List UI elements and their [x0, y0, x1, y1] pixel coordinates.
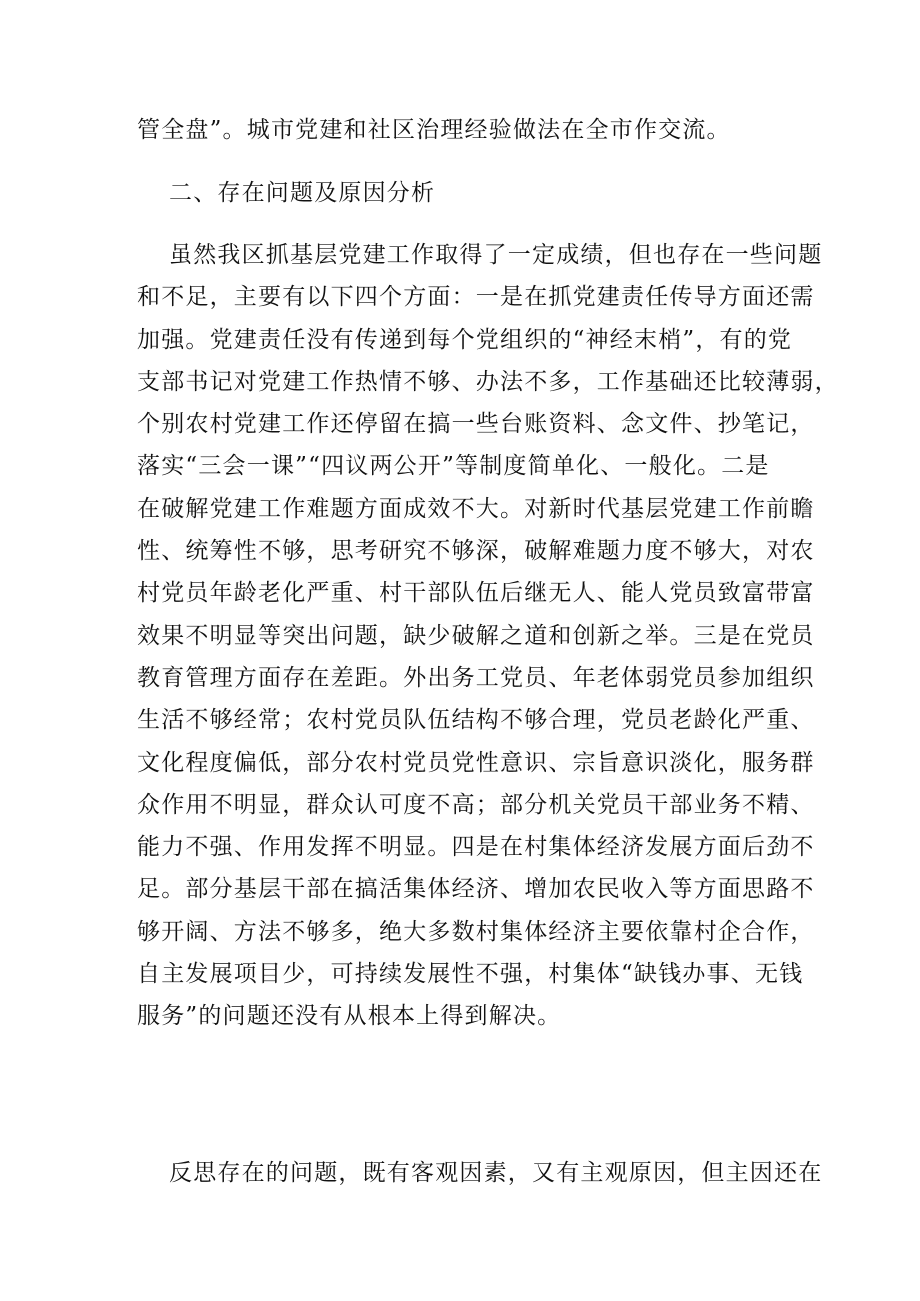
- paragraph-line: 生活不够经常；农村党员队伍结构不够合理，党员老龄化严重、: [137, 707, 815, 734]
- section-heading-text: 二、存在问题及原因分析: [169, 180, 436, 206]
- paragraph-line: 反思存在的问题，既有客观因素，又有主观原因，但主因还在: [169, 1160, 823, 1186]
- paragraph-line: 性、统筹性不够，思考研究不够深，破解难题力度不够大，对农: [137, 538, 815, 565]
- paragraph-continuation: [137, 109, 797, 151]
- paragraph-line: 自主发展项目少，可持续发展性不强，村集体“缺钱办事、无钱: [137, 961, 804, 988]
- paragraph-problems: [137, 234, 839, 1038]
- paragraph-line: 落实“三会一课”“四议两公开”等制度简单化、一般化。二是: [137, 453, 770, 480]
- paragraph-line: 在破解党建工作难题方面成效不大。对新时代基层党建工作前瞻: [137, 495, 815, 522]
- paragraph-line: 足。部分基层干部在搞活集体经济、增加农民收入等方面思路不: [137, 876, 815, 903]
- section-heading: [137, 172, 797, 214]
- paragraph-line: 教育管理方面存在差距。外出务工党员、年老体弱党员参加组织: [137, 664, 815, 691]
- paragraph-line: 虽然我区抓基层党建工作取得了一定成绩，但也存在一些问题: [169, 242, 823, 268]
- paragraph-line: 服务”的问题还没有从根本上得到解决。: [137, 1003, 562, 1030]
- paragraph-line: 够开阔、方法不够多，绝大多数村集体经济主要依靠村企合作，: [137, 918, 815, 945]
- paragraph-line: 个别农村党建工作还停留在搞一些台账资料、念文件、抄笔记，: [137, 411, 815, 438]
- paragraph-line: 文化程度偏低，部分农村党员党性意识、宗旨意识淡化，服务群: [137, 749, 815, 776]
- paragraph-line: 效果不明显等突出问题，缺少破解之道和创新之举。三是在党员: [137, 622, 815, 649]
- paragraph-line: 众作用不明显，群众认可度不高；部分机关党员干部业务不精、: [137, 791, 815, 818]
- paragraph-line: 能力不强、作用发挥不明显。四是在村集体经济发展方面后劲不: [137, 834, 815, 861]
- paragraph-line: 支部书记对党建工作热情不够、办法不多，工作基础还比较薄弱，: [137, 368, 839, 395]
- paragraph-reflection: [137, 1152, 823, 1194]
- paragraph-line: 村党员年龄老化严重、村干部队伍后继无人、能人党员致富带富: [137, 580, 815, 607]
- paragraph-line: 加强。党建责任没有传递到每个党组织的“神经末梢”，有的党: [137, 326, 793, 353]
- paragraph-line: 管全盘”。城市党建和社区治理经验做法在全市作交流。: [137, 117, 731, 143]
- paragraph-line: 和不足，主要有以下四个方面：一是在抓党建责任传导方面还需: [137, 284, 815, 311]
